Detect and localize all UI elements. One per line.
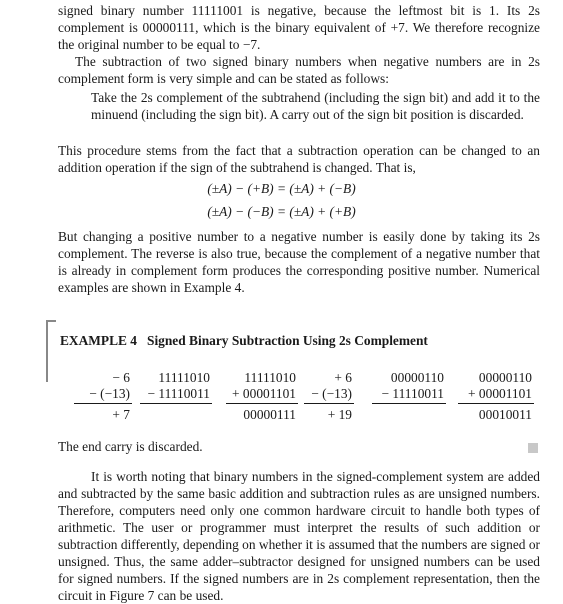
- ex-col5-rule: [372, 403, 446, 404]
- ex-col3-mid: + 00001101: [232, 386, 296, 401]
- ex-col6-top: 00000110: [478, 370, 532, 385]
- ex-col6-rule: [458, 403, 534, 404]
- equation-1: (±A) − (+B) = (±A) + (−B): [207, 181, 356, 196]
- ex-col2-rule: [140, 403, 212, 404]
- end-of-example-mark: [528, 443, 538, 453]
- ex-col4-rule: [304, 403, 354, 404]
- ex-col1-top: − 6: [112, 370, 130, 385]
- ex-col1-result: + 7: [112, 407, 130, 422]
- equation-2: (±A) − (−B) = (±A) + (+B): [207, 204, 356, 219]
- ex-col3-rule: [226, 403, 298, 404]
- paragraph-signed-complement-system: It is worth noting that binary numbers in the signed-complement system are added and subtracted by the same basic addition and subtraction rules as are unsigned numbers. Therefore, computers need only one common hardware circuit to handle both types of arithmetic. The user or programmer must interpret the results of such addition or subtraction differently, depending on whether it is assumed that the numbers are signed or unsigned. Thus, the same adder–subtractor designed for unsigned numbers can be used for signed numbers. If the signed numbers are in 2s complement representation, then the circuit in Figure 7 can be used.: [58, 469, 540, 603]
- ex-col3-top: 11111010: [244, 370, 296, 385]
- ex-col3-result: 00000111: [243, 407, 296, 422]
- paragraph-complement: But changing a positive number to a negative number is easily done by taking its 2s complement. The reverse is also true, because the complement of a negative number that is already in complement form produces the corresponding positive number. Numerical examples are shown in Example 4.: [58, 229, 540, 295]
- paragraph-rule-block: Take the 2s complement of the subtrahend (including the sign bit) and add it to the minuend (including the sign bit). A carry out of the sign bit position is discarded.: [91, 90, 540, 122]
- paragraph-subtraction-intro: The subtraction of two signed binary numbers when negative numbers are in 2s complement form is very simple and can be stated as follows:: [58, 54, 540, 86]
- ex-col1-mid: − (−13): [89, 386, 130, 401]
- example-bracket-top: [46, 320, 56, 322]
- ex-col1-rule: [74, 403, 132, 404]
- paragraph-negative-number: signed binary number 11111001 is negative, because the leftmost bit is 1. Its 2s complement is 00000111, which is the binary equivalent of +7. We therefore recognize the original number to be equal to −7.: [58, 3, 540, 52]
- ex-col4-top: + 6: [334, 370, 352, 385]
- ex-col6-result: 00010011: [478, 407, 532, 422]
- example-label: EXAMPLE 4: [60, 333, 137, 348]
- example-title: Signed Binary Subtraction Using 2s Complement: [147, 333, 428, 348]
- ex-col5-mid: − 11110011: [381, 386, 444, 401]
- ex-col6-mid: + 00001101: [468, 386, 532, 401]
- example-bracket-left: [46, 320, 48, 382]
- ex-col2-top: 11111010: [158, 370, 210, 385]
- ex-col4-result: + 19: [327, 407, 352, 422]
- example-heading: [60, 333, 428, 349]
- ex-col4-mid: − (−13): [311, 386, 352, 401]
- ex-col2-mid: − 11110011: [147, 386, 210, 401]
- ex-col5-top: 00000110: [390, 370, 444, 385]
- paragraph-procedure: This procedure stems from the fact that a subtraction operation can be changed to an addition operation if the sign of the subtrahend is changed. That is,: [58, 143, 540, 175]
- example-note: The end carry is discarded.: [58, 439, 203, 454]
